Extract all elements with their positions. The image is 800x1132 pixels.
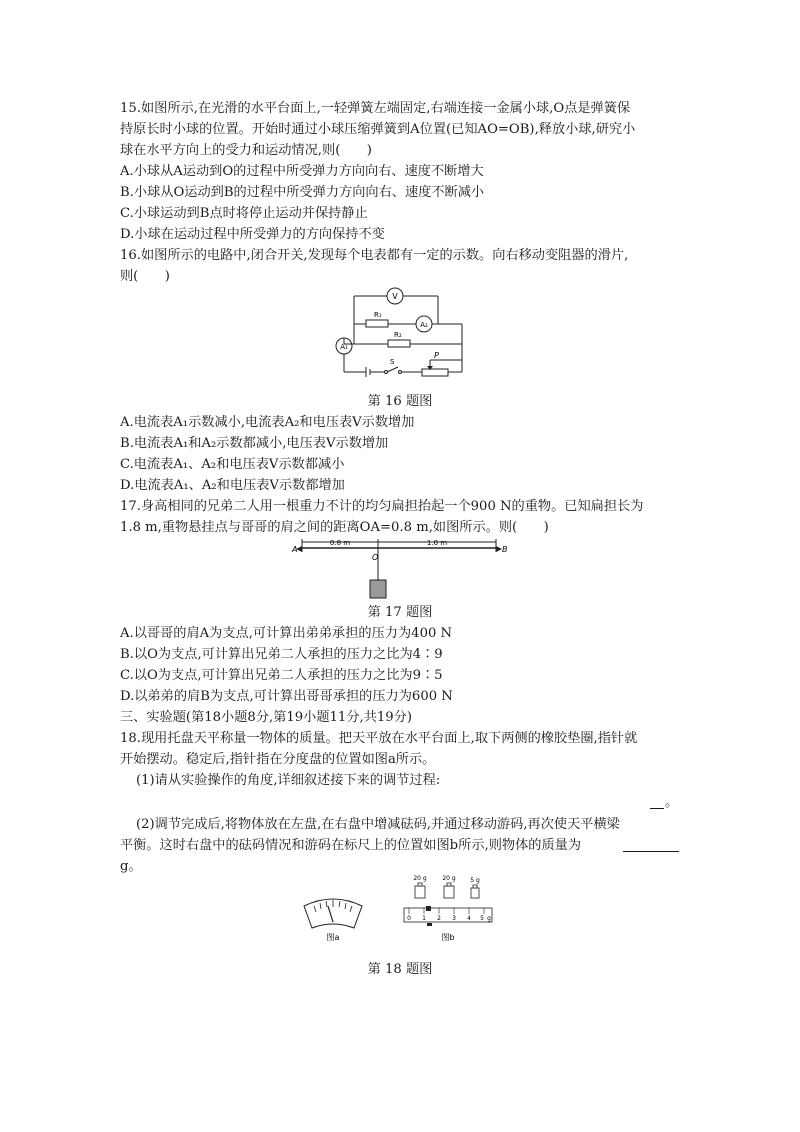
q15-option-c: C.小球运动到B点时将停止运动并保持静止 [120,206,368,221]
q15-line-2: 持原长时小球的位置。开始时通过小球压缩弹簧到A位置(已知AO=OB),释放小球,研究小 [120,122,636,137]
weight-label-3: 5 g [470,877,480,884]
scale-tick-3: 3 [452,915,456,922]
slider-scale [404,908,492,922]
label-s: S [390,358,395,366]
scale-tick-1: 1 [422,915,426,922]
label-figure-a: 图a [326,933,340,942]
label-0-8m: 0.8 m [329,539,351,547]
q18-part-2-line-3: g。 [120,859,142,874]
q17-figure-caption: 第 17 题图 [367,605,433,620]
resistor-r1 [366,320,388,327]
q18-part1-period: 。 [665,795,679,810]
scale-unit: g [487,915,491,922]
q15-option-d: D.小球在运动过程中所受弹力的方向保持不变 [120,227,385,242]
weight-label-2: 20 g [442,875,456,882]
q16-option-b: B.电流表A₁和A₂示数都减小,电压表V示数增加 [120,436,389,451]
q15-line-3: 球在水平方向上的受力和运动情况,则( ) [120,143,372,158]
label-o: O [372,553,379,562]
q18-part2-answer-blank [623,851,679,852]
q18-part1-answer-blank [650,808,664,809]
q18-figure-b-weights-scale [398,874,498,946]
label-a2: A₂ [420,321,428,329]
weight-label-1: 20 g [413,875,427,882]
q18-figure-a-dial [298,888,368,944]
label-b: B [502,545,508,554]
q18-part-2-line-1: (2)调节完成后,将物体放在左盘,在右盘中增减砝码,并通过移动游码,再次使天平横梁 [136,817,620,832]
q17-lever-diagram [290,538,520,600]
q16-line-2: 则( ) [120,269,170,284]
q18-part-2-line-2: 平衡。这时右盘中的砝码情况和游码在标尺上的位置如图b所示,则物体的质量为 [120,838,582,853]
scale-tick-4: 4 [467,915,471,922]
q18-line-2: 开始摆动。稳定后,指针指在分度盘的位置如图a所示。 [120,752,436,767]
weight-20g-2 [444,886,454,898]
q17-option-d: D.以弟弟的肩B为支点,可计算出哥哥承担的压力为600 N [120,689,453,704]
scale-tick-0: 0 [407,915,411,922]
q17-option-c: C.以O为支点,可计算出兄弟二人承担的压力之比为9∶5 [120,668,443,683]
label-r1: R₁ [374,311,382,319]
q16-figure-caption: 第 16 题图 [367,394,433,409]
label-p: P [434,351,439,360]
q16-option-c: C.电流表A₁、A₂和电压表V示数都减小 [120,457,345,472]
label-a: A [292,545,298,554]
q15-option-a: A.小球从A运动到O的过程中所受弹力方向向右、速度不断增大 [120,164,484,179]
q17-option-a: A.以哥哥的肩A为支点,可计算出弟弟承担的压力为400 N [120,626,453,641]
q16-option-d: D.电流表A₁、A₂和电压表V示数都增加 [120,478,345,493]
label-v: V [392,292,398,301]
scale-tick-5: 5 [480,915,484,922]
q18-part-1: (1)请从实验操作的角度,详细叙述接下来的调节过程: [136,773,441,788]
q17-line-2: 1.8 m,重物悬挂点与哥哥的肩之间的距离OA=0.8 m,如图所示。则( ) [120,520,549,535]
weight-20g-1 [415,886,425,898]
section-3-heading: 三、实验题(第18小题8分,第19小题11分,共19分) [120,710,412,725]
q18-line-1: 18.现用托盘天平称量一物体的质量。把天平放在水平台面上,取下两侧的橡胶垫圈,指针就 [120,731,638,746]
label-r2: R₂ [394,331,402,339]
hanging-weight [370,580,386,598]
label-figure-b: 图b [441,933,455,942]
q16-option-a: A.电流表A₁示数减小,电流表A₂和电压表V示数增加 [120,415,415,430]
q15-line-1: 15.如图所示,在光滑的水平台面上,一轻弹簧左端固定,右端连接一金属小球,O点是弹簧保 [120,101,631,116]
q16-line-1: 16.如图所示的电路中,闭合开关,发现每个电表都有一定的示数。向右移动变阻器的滑片, [120,248,629,263]
q18-figure-caption: 第 18 题图 [367,962,433,977]
label-a1: A₁ [340,343,348,351]
rider [426,906,431,911]
switch-blade [387,367,398,372]
scale-tick-2: 2 [437,915,441,922]
q17-option-b: B.以O为支点,可计算出兄弟二人承担的压力之比为4∶9 [120,647,443,662]
resistor-r2 [388,340,410,347]
q17-line-1: 17.身高相同的兄弟二人用一根重力不计的均匀扁担抬起一个900 N的重物。已知扁担长为 [120,499,644,514]
weight-5g [471,888,479,898]
q16-circuit-diagram [330,284,470,384]
rheostat [422,369,448,376]
label-1-0m: 1.0 m [426,539,448,547]
q15-option-b: B.小球从O运动到B的过程中所受弹力方向向右、速度不断减小 [120,185,485,200]
